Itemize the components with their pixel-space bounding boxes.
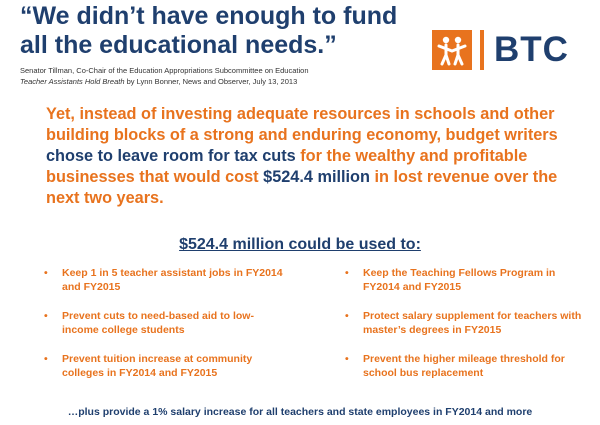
bullet-icon: • [345,353,349,365]
quote-heading [20,2,420,60]
subhead-text: $524.4 million could be used to: [179,236,421,253]
list-item [345,309,590,337]
main-text-part-1: Yet, instead of investing adequate resources in schools and other building blocks of a strong and enduring economy, budget writers [46,105,558,144]
list-item-text: Keep the Teaching Fellows Program in FY2014 and FY2015 [363,267,556,293]
main-text-highlight-tax-cuts: chose to leave room for tax cuts [46,147,296,165]
main-text-highlight-amount: $524.4 million [263,168,370,186]
list-item-text: Prevent cuts to need-based aid to low-income college students [62,310,254,336]
article-source: by Lynn Bonner, News and Observer, July 13, 2013 [124,77,298,86]
list-item [44,352,289,380]
list-item [345,352,590,380]
article-title: Teacher Assistants Hold Breath [20,77,125,86]
logo-divider [480,30,484,70]
attribution-line-2 [20,77,297,86]
people-icon [432,30,472,70]
bullet-icon: • [44,353,48,365]
quote-line-1: “We didn’t have enough to fund [20,2,398,30]
list-item-text: Prevent the higher mileage threshold for school bus replacement [363,353,565,379]
main-text-part-5: in lost revenue over the next two years. [46,168,558,207]
subhead [0,236,600,254]
main-statement [46,104,586,209]
main-text-part-3: for the wealthy and profitable businesses that would cost [46,147,528,186]
bullet-icon: • [44,267,48,279]
list-item-text: Prevent tuition increase at community colleges in FY2014 and FY2015 [62,353,253,379]
btc-logo [432,30,569,70]
quote-line-2: all the educational needs.” [20,31,337,59]
bullet-icon: • [345,267,349,279]
list-item-text: Keep 1 in 5 teacher assistant jobs in FY2014 and FY2015 [62,267,283,293]
list-item [44,309,289,337]
list-item [44,266,289,294]
bullet-list-left [44,266,289,395]
logo-text: BTC [494,30,569,69]
attribution-line-1: Senator Tillman, Co-Chair of the Education Appropriations Subcommittee on Education [20,66,309,75]
bullet-icon: • [44,310,48,322]
bullet-icon: • [345,310,349,322]
bullet-list-right [345,266,590,395]
list-item [345,266,590,294]
footer-note: …plus provide a 1% salary increase for all teachers and state employees in FY2014 and more [67,406,533,418]
list-item-text: Protect salary supplement for teachers with master’s degrees in FY2015 [363,310,582,336]
